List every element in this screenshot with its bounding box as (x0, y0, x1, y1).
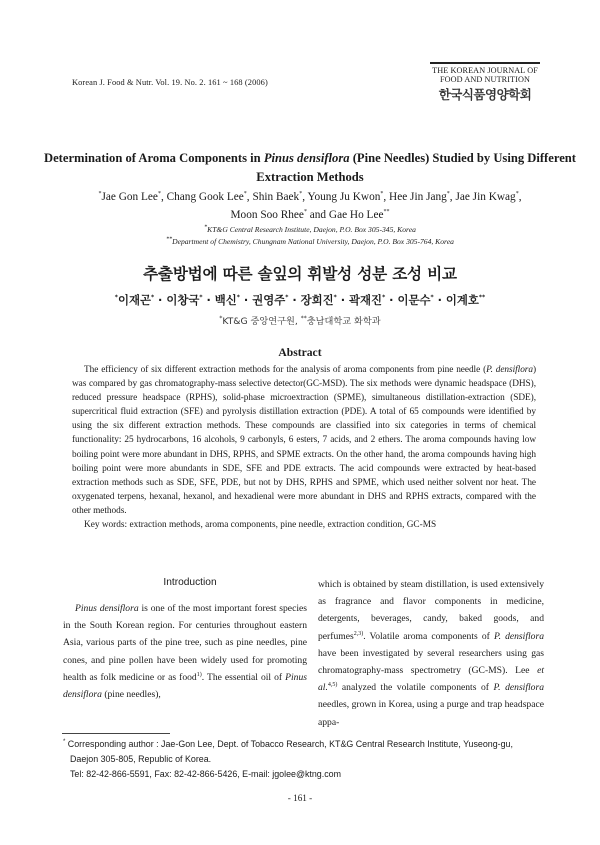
affiliation-1 (60, 225, 560, 234)
author-mark: * (243, 191, 247, 198)
abstract-text: The efficiency of six different extraction methods for the analysis of aroma components from pine needle ( (84, 365, 487, 375)
species-name: Pinus densiflora (63, 671, 307, 701)
intro-text: . Volatile aroma components of (363, 630, 494, 642)
footnote-divider (62, 733, 170, 734)
et-al: et al. (318, 665, 544, 694)
author-separator: , (449, 191, 456, 203)
author-mark: * (236, 294, 240, 302)
author-mark: * (98, 191, 102, 198)
introduction-heading: Introduction (163, 577, 217, 588)
korean-affiliation (40, 313, 560, 327)
korean-affiliation-2: 충남대학교 화학과 (306, 316, 381, 327)
korean-author-name: 권영주 (252, 293, 286, 307)
author-separator: , (160, 191, 167, 203)
author-name: Jae Gon Lee (101, 191, 158, 203)
korean-author-name: 장희진 (300, 293, 334, 307)
footnote-line3: Tel: 82-42-866-5591, Fax: 82-42-866-5426, E-mail: jgolee@ktng.com (70, 769, 341, 779)
korean-author-separator: · (288, 293, 301, 307)
author-mark: ** (478, 294, 486, 302)
affiliation-mark: * (204, 224, 208, 231)
title-species: Pinus densiflora (263, 151, 350, 165)
keywords: Key words: extraction methods, aroma components, pine needle, extraction condition, GC-MS (84, 520, 437, 530)
author-mark: * (380, 191, 384, 198)
author-name: Young Ju Kwon (307, 191, 381, 203)
korean-author-separator: · (385, 293, 398, 307)
korean-author-separator: · (202, 293, 215, 307)
korean-author-name: 이창국 (166, 293, 200, 307)
author-name: Chang Gook Lee (166, 191, 244, 203)
intro-text: is one of the most important forest species in the South Korean region. For centuries throughout eastern Asia, various parts of the pine tree, such as pine needles, pine cones, and pine pollen have been widely used for promoting health as folk medicine or as food (63, 603, 307, 683)
species-name: P. densiflora (493, 630, 544, 642)
author-mark: * (114, 294, 118, 302)
korean-author-separator: · (336, 293, 350, 307)
footnote-text: Corresponding author : Jae-Gon Lee, Dept. of Tobacco Research, KT&G Central Research Institute, Yuseong-gu, (65, 739, 513, 749)
affiliation-text: KT&G Central Research Institute, Daejon, P.O. Box 305-345, Korea (207, 225, 416, 234)
korean-title: 추출방법에 따른 솔잎의 휘발성 성분 조성 비교 (143, 265, 457, 283)
korean-author-name: 백신 (214, 293, 237, 307)
affiliation-text: Department of Chemistry, Chungnam National University, Daejon, P.O. Box 305-764, Korea (172, 237, 454, 246)
citation-ref: 2,3) (353, 630, 364, 637)
abstract-heading: Abstract (278, 346, 322, 359)
abstract-body (72, 363, 536, 518)
author-mark: * (157, 191, 161, 198)
species-name: Pinus densiflora (75, 603, 139, 614)
corresponding-author-footnote (63, 737, 557, 782)
author-mark: * (150, 294, 155, 302)
author-mark: * (515, 191, 519, 198)
citation-ref: 1) (196, 671, 202, 678)
abstract-text: ) was compared by gas chromatography-mass selective detector(GC-MSD). The six methods were dynamic headspace (DHS), reduced pressure headspace (RPHS), solid-phase microextraction (SPME), simultaneous distillation-extraction (SDE), supercritical fluid extraction (SFE) and pyrolysis distillation extraction (PDE). A total of 65 compounds were identified by using the six different extraction methods. These compounds are classified into six categories in terms of chemical functionality: 25 hydrocarbons, 16 alcohols, 9 carbonyls, 6 esters, 7 acids, and 2 ethers. The aroma compounds having low boiling point were more abundant in DHS, RPHS, and SPME extracts. On the other hand, the aroma compounds having high boiling point were more abundants in SDE, SFE and PDE extracts. The acid compounds were extracted by heat-based extraction methods such as SDE, SFE, PDE, but not by DHS, RPHS and SPME, which used neither solvent nor heat. The oxygenated terpens, hexanal, hexanol, and hexadienal were more abundant in DHS and RPHS extracts, compared with the other methods. (72, 365, 537, 516)
author-name: Hee Jin Jang (389, 191, 447, 203)
author-mark: * (430, 294, 434, 302)
author-name: Moon Soo Rhee (230, 208, 304, 221)
author-separator: , (246, 191, 253, 203)
author-mark: * (285, 294, 289, 302)
intro-text: which is obtained by steam distillation, is used extensively as fragrance and flavor components in medicine, detergents, beverages, candy, baked goods, and perfumes (318, 579, 544, 642)
author-mark: * (333, 294, 337, 302)
intro-text: . The essential oil of (201, 671, 286, 683)
author-separator: , (383, 191, 390, 203)
footnote-mark: * (63, 739, 66, 746)
korean-author-name: 이계호 (445, 293, 479, 307)
footnote-line2: Daejon 305-805, Republic of Korea. (70, 754, 212, 764)
author-mark: * (382, 294, 386, 302)
title-part2: (Pine Needles) Studied by Using Different Extraction Methods (256, 151, 576, 184)
journal-name-en-line1: THE KOREAN JOURNAL OF (432, 66, 538, 75)
korean-author-separator: · (433, 293, 446, 307)
author-mark: * (199, 294, 203, 302)
author-mark: * (299, 191, 303, 198)
author-separator: , (518, 191, 522, 203)
author-name: Gae Ho Lee (328, 208, 384, 221)
affiliation-2 (60, 237, 560, 246)
species-name: P. densiflora (493, 682, 544, 694)
author-list (50, 189, 570, 224)
korean-author-name: 곽재진 (349, 293, 383, 307)
korean-author-separator: · (239, 293, 253, 307)
korean-affiliation-1: KT&G 중앙연구원, (222, 316, 298, 327)
author-mark: * (303, 208, 307, 215)
korean-author-separator: · (154, 293, 167, 307)
title-part1: Determination of Aroma Components in (44, 151, 264, 165)
journal-name-ko: 한국식품영양학회 (438, 87, 532, 102)
author-mark: * (446, 191, 450, 198)
affiliation-mark: * (219, 314, 223, 322)
korean-author-list (40, 292, 560, 308)
introduction-left-column (63, 600, 307, 703)
author-mark: ** (383, 208, 390, 215)
affiliation-mark: ** (166, 236, 173, 243)
intro-text: analyzed the volatile components of (337, 682, 494, 694)
intro-text: needles, grown in Korea, using a purge and trap headspace appa- (318, 699, 544, 728)
paper-title (40, 149, 580, 187)
page-number: - 161 - (287, 793, 313, 803)
introduction-right-column (318, 576, 544, 731)
intro-text: have been investigated by several researchers using gas chromatography-mass spectrometry (GC-MS). Lee (318, 647, 544, 677)
affiliation-mark: ** (300, 314, 307, 322)
journal-name-en-line2: FOOD AND NUTRITION (439, 75, 531, 84)
journal-citation: Korean J. Food & Nutr. Vol. 19. No. 2. 161 ~ 168 (2006) (72, 78, 268, 87)
author-name: Shin Baek (252, 191, 300, 203)
footnote-line1 (63, 737, 557, 752)
korean-author-name: 이재곤 (117, 293, 151, 307)
abstract-species: P. densiflora (486, 365, 533, 375)
author-name: Jae Jin Kwag (455, 191, 516, 203)
author-separator: , (302, 191, 308, 203)
intro-text: (pine needles), (101, 689, 161, 701)
korean-author-name: 이문수 (397, 293, 431, 307)
author-and: and (309, 208, 327, 221)
citation-ref: 4,5) (327, 682, 338, 689)
journal-logo (430, 62, 540, 103)
